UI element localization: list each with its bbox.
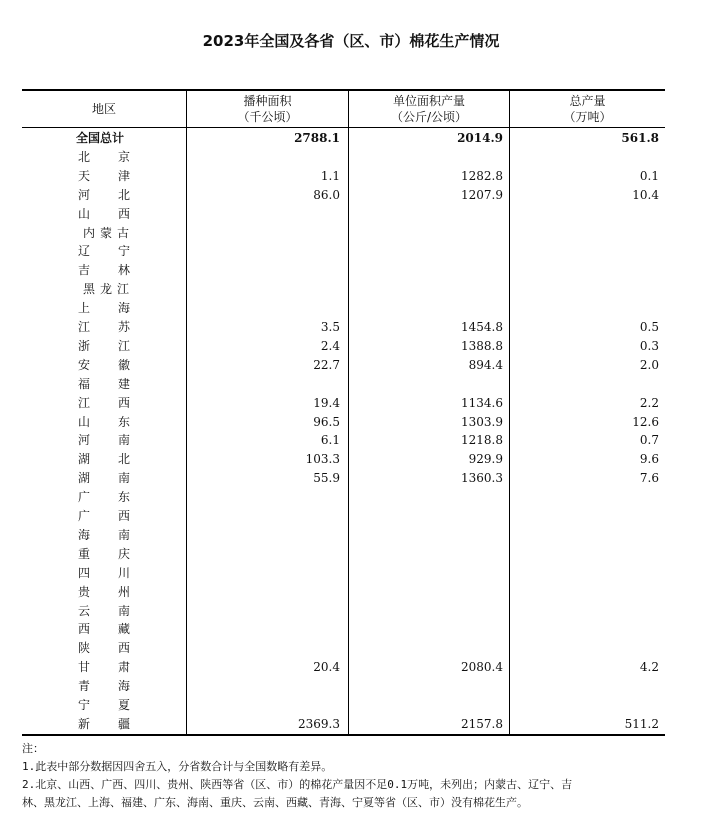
header-region-label: 地区 bbox=[91, 102, 116, 116]
region-name: 陕 西 bbox=[78, 641, 130, 656]
area-value: 20.4 bbox=[313, 660, 340, 675]
region-name: 北 京 bbox=[78, 149, 130, 164]
header-yield-label: 单位面积产量 bbox=[392, 94, 465, 108]
yield-value bbox=[348, 639, 503, 658]
output-value bbox=[510, 526, 659, 545]
output-value: 0.7 bbox=[639, 433, 659, 448]
yield-value: 1360.3 bbox=[461, 471, 503, 486]
output-value bbox=[510, 583, 659, 602]
table-row bbox=[22, 337, 665, 356]
output-value bbox=[510, 299, 659, 318]
header-output-label: 总产量 bbox=[569, 94, 606, 108]
output-value: 2.2 bbox=[639, 395, 659, 410]
yield-value: 2014.9 bbox=[457, 131, 503, 145]
area-value bbox=[187, 261, 340, 280]
table-row bbox=[22, 602, 665, 621]
area-value bbox=[187, 242, 340, 261]
table-row bbox=[22, 431, 665, 450]
region-name: 浙 江 bbox=[78, 338, 130, 353]
header-output bbox=[510, 91, 665, 127]
region-name: 广 西 bbox=[78, 509, 130, 523]
table-row-total bbox=[22, 129, 665, 148]
yield-value bbox=[348, 677, 503, 696]
table-row bbox=[22, 242, 665, 261]
area-value bbox=[187, 526, 340, 545]
table-row bbox=[22, 469, 665, 488]
output-value: 4.2 bbox=[639, 660, 659, 675]
header-area bbox=[187, 91, 348, 127]
yield-value bbox=[348, 488, 503, 507]
output-value: 10.4 bbox=[632, 187, 659, 202]
yield-value: 1218.8 bbox=[461, 433, 503, 448]
table-row bbox=[22, 450, 665, 469]
region-name: 西 藏 bbox=[78, 622, 130, 637]
area-value: 22.7 bbox=[313, 357, 340, 372]
area-value bbox=[187, 488, 340, 507]
yield-value bbox=[348, 696, 503, 715]
output-value bbox=[510, 242, 659, 261]
table-row bbox=[22, 696, 665, 715]
region-name: 甘 肃 bbox=[78, 660, 130, 675]
table-row bbox=[22, 564, 665, 583]
region-name: 云 南 bbox=[78, 603, 130, 618]
output-value bbox=[510, 280, 659, 299]
region-name: 宁 夏 bbox=[78, 698, 130, 712]
output-value bbox=[510, 375, 659, 394]
region-name: 四 川 bbox=[78, 565, 130, 580]
region-name: 福 建 bbox=[78, 376, 130, 391]
area-value bbox=[187, 696, 340, 715]
footnote-2: 2.北京、山西、广西、四川、贵州、陕西等省（区、市）的棉花产量因不足0.1万吨，未列出；内蒙古、辽宁、吉 bbox=[22, 778, 573, 791]
output-value bbox=[510, 696, 659, 715]
output-value: 2.0 bbox=[639, 357, 659, 372]
yield-value bbox=[348, 507, 503, 526]
table-row bbox=[22, 507, 665, 526]
table-row bbox=[22, 375, 665, 394]
area-value bbox=[187, 639, 340, 658]
yield-value: 1454.8 bbox=[461, 320, 503, 334]
yield-value: 894.4 bbox=[468, 357, 503, 372]
output-value bbox=[510, 488, 659, 507]
area-value bbox=[187, 375, 340, 394]
yield-value bbox=[348, 375, 503, 394]
output-value bbox=[510, 639, 659, 658]
yield-value bbox=[348, 299, 503, 318]
output-value bbox=[510, 620, 659, 639]
table-row bbox=[22, 318, 665, 337]
area-value: 1.1 bbox=[320, 168, 340, 183]
footnote-1: 1.此表中部分数据因四舍五入，分省数合计与全国数略有差异。 bbox=[22, 760, 333, 773]
region-name: 江 西 bbox=[78, 395, 130, 410]
output-value: 12.6 bbox=[632, 414, 659, 429]
region-name: 山 西 bbox=[78, 206, 130, 221]
output-value bbox=[510, 545, 659, 564]
region-name: 天 津 bbox=[78, 168, 130, 183]
area-value: 6.1 bbox=[320, 433, 340, 448]
region-name: 上 海 bbox=[78, 301, 130, 316]
yield-value bbox=[348, 583, 503, 602]
region-name: 湖 南 bbox=[78, 471, 130, 486]
table-row bbox=[22, 526, 665, 545]
yield-value bbox=[348, 148, 503, 167]
area-value bbox=[187, 620, 340, 639]
yield-value bbox=[348, 620, 503, 639]
area-value: 96.5 bbox=[313, 414, 340, 429]
yield-value bbox=[348, 224, 503, 243]
output-value: 0.5 bbox=[639, 320, 659, 334]
area-value bbox=[187, 564, 340, 583]
area-value: 86.0 bbox=[313, 187, 340, 202]
table-row bbox=[22, 677, 665, 696]
yield-value bbox=[348, 602, 503, 621]
output-value: 9.6 bbox=[639, 452, 659, 467]
area-value: 2.4 bbox=[320, 338, 340, 353]
yield-value: 2157.8 bbox=[461, 716, 503, 731]
area-value bbox=[187, 224, 340, 243]
table-row bbox=[22, 413, 665, 432]
yield-value bbox=[348, 205, 503, 224]
output-value bbox=[510, 507, 659, 526]
region-name: 河 南 bbox=[78, 433, 130, 448]
area-value bbox=[187, 299, 340, 318]
region-name: 湖 北 bbox=[78, 452, 130, 467]
area-value: 3.5 bbox=[320, 320, 340, 334]
region-name: 重 庆 bbox=[78, 546, 130, 561]
output-value: 561.8 bbox=[621, 131, 659, 145]
footnotes bbox=[22, 740, 672, 812]
output-value bbox=[510, 205, 659, 224]
table-row bbox=[22, 658, 665, 677]
area-value: 2369.3 bbox=[298, 716, 340, 731]
area-value bbox=[187, 205, 340, 224]
region-name: 海 南 bbox=[78, 527, 130, 542]
table-row bbox=[22, 224, 665, 243]
region-name: 安 徽 bbox=[78, 357, 130, 372]
table-row bbox=[22, 620, 665, 639]
area-value: 19.4 bbox=[313, 395, 340, 410]
yield-value bbox=[348, 526, 503, 545]
yield-value bbox=[348, 545, 503, 564]
header-output-unit: （万吨） bbox=[563, 110, 612, 124]
output-value: 0.3 bbox=[639, 338, 659, 353]
yield-value: 2080.4 bbox=[461, 660, 503, 675]
table-row bbox=[22, 545, 665, 564]
output-value: 7.6 bbox=[639, 471, 659, 486]
table-row bbox=[22, 186, 665, 205]
area-value bbox=[187, 545, 340, 564]
region-name: 贵 州 bbox=[78, 584, 130, 599]
header-area-label: 播种面积 bbox=[243, 94, 292, 108]
table-row bbox=[22, 148, 665, 167]
table-row bbox=[22, 394, 665, 413]
table-row bbox=[22, 261, 665, 280]
region-name: 吉 林 bbox=[78, 263, 130, 278]
yield-value bbox=[348, 242, 503, 261]
footnote-label: 注： bbox=[22, 742, 44, 755]
yield-value: 1207.9 bbox=[461, 187, 503, 202]
table-row bbox=[22, 280, 665, 299]
output-value bbox=[510, 677, 659, 696]
yield-value: 1134.6 bbox=[461, 395, 503, 410]
table-row bbox=[22, 639, 665, 658]
output-value bbox=[510, 261, 659, 280]
region-name: 青 海 bbox=[78, 679, 130, 694]
region-name: 黑 龙 江 bbox=[83, 282, 129, 297]
area-value bbox=[187, 583, 340, 602]
page-title: 2023年全国及各省（区、市）棉花生产情况 bbox=[202, 32, 500, 50]
output-value bbox=[510, 148, 659, 167]
area-value: 103.3 bbox=[305, 452, 340, 467]
area-value: 55.9 bbox=[313, 471, 340, 486]
table-row bbox=[22, 205, 665, 224]
area-value bbox=[187, 148, 340, 167]
yield-value bbox=[348, 261, 503, 280]
output-value: 0.1 bbox=[639, 168, 659, 183]
yield-value: 1303.9 bbox=[461, 414, 503, 429]
yield-value bbox=[348, 280, 503, 299]
output-value bbox=[510, 224, 659, 243]
table-row bbox=[22, 356, 665, 375]
table-header-rule bbox=[22, 127, 665, 128]
area-value bbox=[187, 280, 340, 299]
header-yield-unit: （公斤/公顷） bbox=[390, 110, 468, 124]
yield-value: 929.9 bbox=[468, 452, 503, 467]
region-name: 广 东 bbox=[78, 490, 130, 505]
header-region bbox=[22, 91, 186, 127]
table-row bbox=[22, 488, 665, 507]
yield-value: 1388.8 bbox=[461, 338, 503, 353]
region-name: 江 苏 bbox=[78, 320, 130, 334]
region-name: 辽 宁 bbox=[78, 244, 130, 259]
area-value bbox=[187, 677, 340, 696]
yield-value bbox=[348, 564, 503, 583]
header-yield bbox=[349, 91, 509, 127]
output-value: 511.2 bbox=[624, 716, 659, 731]
yield-value: 1282.8 bbox=[461, 168, 503, 183]
table-bottom-rule bbox=[22, 734, 665, 736]
area-value: 2788.1 bbox=[294, 131, 340, 145]
region-name: 新 疆 bbox=[78, 716, 130, 731]
output-value bbox=[510, 564, 659, 583]
table-row bbox=[22, 715, 665, 734]
region-name: 河 北 bbox=[78, 187, 130, 202]
table-row bbox=[22, 167, 665, 186]
output-value bbox=[510, 602, 659, 621]
region-name: 全国总计 bbox=[76, 131, 125, 145]
table-row bbox=[22, 299, 665, 318]
area-value bbox=[187, 602, 340, 621]
footnote-2-cont: 林、黑龙江、上海、福建、广东、海南、重庆、云南、西藏、青海、宁夏等省（区、市）没有棉花生产。 bbox=[22, 796, 528, 809]
region-name: 山 东 bbox=[78, 414, 130, 429]
area-value bbox=[187, 507, 340, 526]
region-name: 内 蒙 古 bbox=[83, 225, 129, 240]
table-row bbox=[22, 583, 665, 602]
header-area-unit: （千公顷） bbox=[237, 110, 298, 124]
